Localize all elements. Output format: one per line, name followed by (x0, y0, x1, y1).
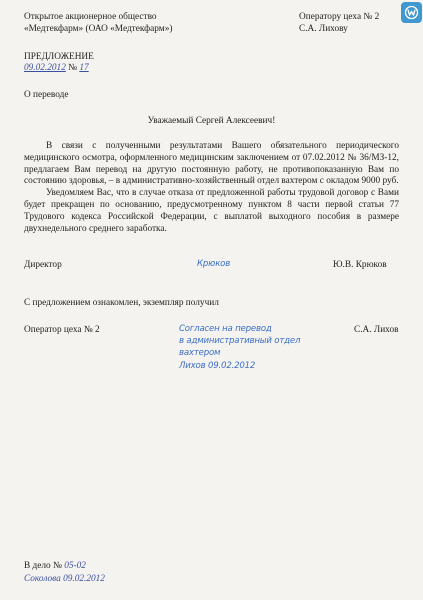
body-text (24, 141, 399, 235)
employee-position: Оператор цеха № 2 (24, 325, 100, 335)
body-paragraph-2: Уведомляем Вас, что в случае отказа от предложенной работы трудовой договор с Вами будет прекращен по основанию, предусмотренному пунктом 8 части первой статьи 77 Трудового кодекса Российской Федерации, с выплатой выходного пособия в размере двухнедельного среднего заработка. (24, 188, 399, 234)
salutation: Уважаемый Сергей Алексеевич! (147, 116, 276, 126)
number-sign: № (68, 63, 78, 73)
handwritten-line: Согласен на перевод (179, 324, 272, 334)
handwritten-line: в административный отдел (179, 336, 301, 347)
document-subject: О переводе (24, 90, 69, 100)
recipient-name: С.А. Лихову (299, 24, 348, 34)
employee-name: С.А. Лихов (354, 325, 399, 335)
file-note (24, 560, 86, 572)
document-date-number (24, 62, 89, 74)
file-note-number: 05-02 (64, 561, 86, 571)
body-paragraph-1: В связи с полученными результатами Вашего обязательного периодического медицинского осмотра, оформленного медицинским заключением от 07.02.2012 № 36/МЗ-12, предлагаем Вам перевод на другую постоянную работу, не противопоказанную Вам по состоянию здоровья, – в административно-хозяйственный отдел вахтером с окладом 9000 руб. (24, 141, 399, 187)
document-type: ПРЕДЛОЖЕНИЕ (24, 52, 94, 62)
w-logo-icon (404, 5, 419, 20)
recipient-position: Оператору цеха № 2 (299, 12, 380, 22)
site-logo-icon (401, 2, 422, 23)
org-name-line2: «Медтекфарм» (ОАО «Медтекфарм») (24, 24, 173, 34)
signer-name: Ю.В. Крюков (333, 260, 387, 270)
org-name-line1: Открытое акционерное общество (24, 12, 157, 22)
handwritten-line: вахтером (179, 348, 221, 359)
handwritten-line: Лихов 09.02.2012 (179, 360, 256, 371)
handwritten-consent (179, 323, 300, 372)
document-number: 17 (79, 63, 89, 73)
handwritten-signature: Крюков (197, 259, 231, 269)
acknowledgement-text: С предложением ознакомлен, экземпляр получил (24, 298, 219, 308)
document-date: 09.02.2012 (24, 63, 66, 73)
signer-position: Директор (24, 260, 62, 270)
file-note-prefix: В дело № (24, 561, 62, 571)
clerk-note: Соколова 09.02.2012 (24, 574, 105, 584)
